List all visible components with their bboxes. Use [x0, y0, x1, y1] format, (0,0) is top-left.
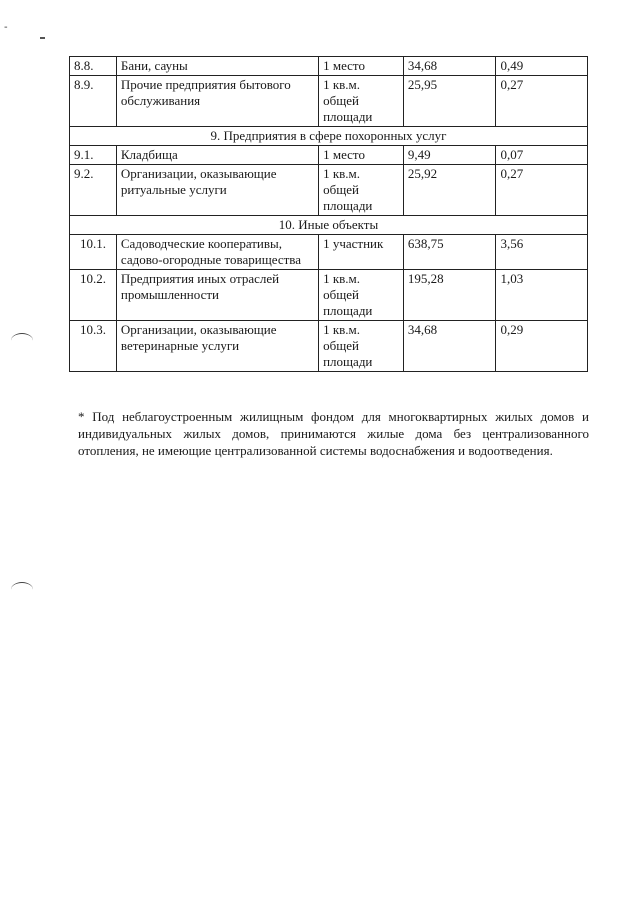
row-value-1: 195,28: [403, 270, 496, 321]
section-row: [70, 216, 588, 235]
tariff-table: [69, 56, 588, 372]
row-unit: 1 участник: [319, 235, 404, 270]
row-name: Организации, оказывающие ветеринарные услуги: [116, 321, 318, 372]
row-value-2: 0,07: [496, 146, 588, 165]
table-row: [70, 146, 588, 165]
row-value-2: 0,27: [496, 76, 588, 127]
row-name: Организации, оказывающие ритуальные услуги: [116, 165, 318, 216]
row-unit: 1 кв.м. общей площади: [319, 321, 404, 372]
punch-hole-mark-lower: [11, 582, 33, 597]
row-number: 9.1.: [70, 146, 117, 165]
row-value-1: 25,95: [403, 76, 496, 127]
section-title: 9. Предприятия в сфере похоронных услуг: [70, 127, 588, 146]
row-value-1: 638,75: [403, 235, 496, 270]
section-row: [70, 127, 588, 146]
row-unit: 1 кв.м. общей площади: [319, 270, 404, 321]
row-value-1: 25,92: [403, 165, 496, 216]
row-number: 10.3.: [70, 321, 117, 372]
row-unit: 1 место: [319, 146, 404, 165]
table-row: [70, 165, 588, 216]
footnote: * Под неблагоустроенным жилищным фондом для многоквартирных жилых домов и индивидуальных жилых домов, принимаются жилые дома без централизованного отопления, не имеющие централизованной системы водоснабжения и водоотведения.: [78, 409, 589, 458]
row-number: 8.8.: [70, 57, 117, 76]
punch-hole-mark-upper: [11, 333, 33, 348]
row-value-2: 0,27: [496, 165, 588, 216]
row-unit: 1 кв.м. общей площади: [319, 76, 404, 127]
row-number: 10.1.: [70, 235, 117, 270]
row-number: 8.9.: [70, 76, 117, 127]
row-name: Садоводческие кооперативы, садово-огородные товарищества: [116, 235, 318, 270]
row-number: 10.2.: [70, 270, 117, 321]
row-value-2: 1,03: [496, 270, 588, 321]
row-name: Кладбища: [116, 146, 318, 165]
row-name: Предприятия иных отраслей промышленности: [116, 270, 318, 321]
table-row: [70, 57, 588, 76]
scan-mark-dash: [40, 37, 45, 39]
scan-mark-top: -: [4, 22, 8, 33]
table-row: [70, 235, 588, 270]
row-value-2: 0,49: [496, 57, 588, 76]
row-unit: 1 кв.м. общей площади: [319, 165, 404, 216]
row-unit: 1 место: [319, 57, 404, 76]
table-row: [70, 321, 588, 372]
row-name: Бани, сауны: [116, 57, 318, 76]
row-value-1: 34,68: [403, 57, 496, 76]
row-value-2: 3,56: [496, 235, 588, 270]
table-row: [70, 270, 588, 321]
section-title: 10. Иные объекты: [70, 216, 588, 235]
table-row: [70, 76, 588, 127]
row-name: Прочие предприятия бытового обслуживания: [116, 76, 318, 127]
row-value-1: 34,68: [403, 321, 496, 372]
row-value-2: 0,29: [496, 321, 588, 372]
tariff-table-body: [70, 57, 588, 372]
row-value-1: 9,49: [403, 146, 496, 165]
row-number: 9.2.: [70, 165, 117, 216]
